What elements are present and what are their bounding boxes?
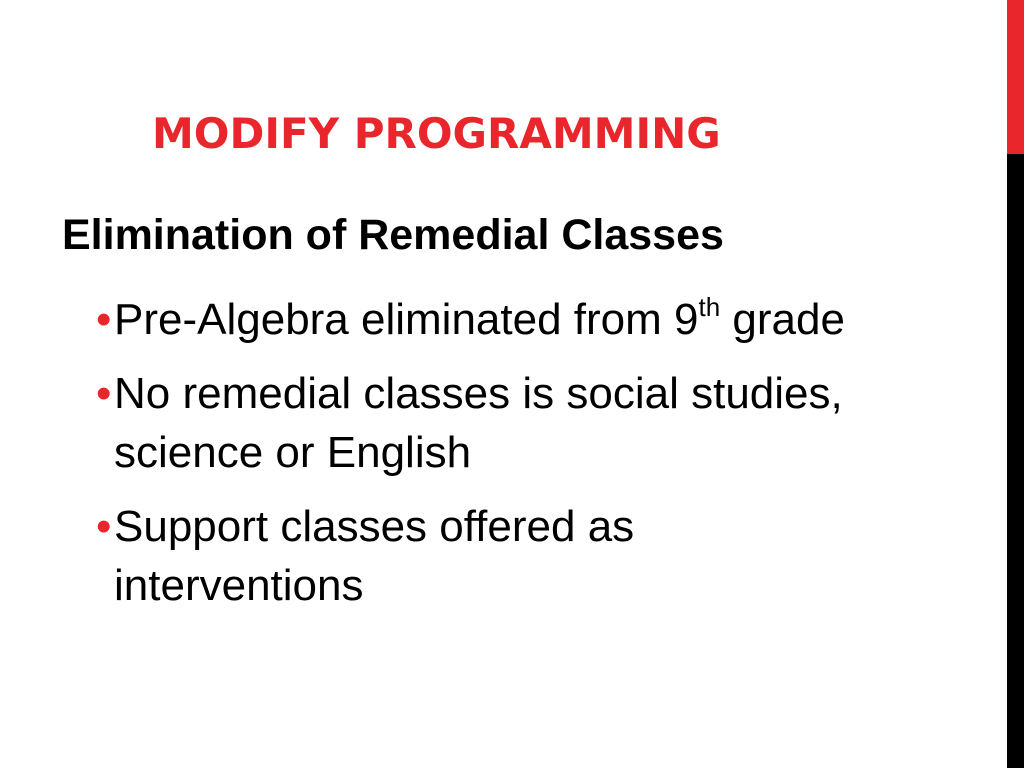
bullet-text: Pre-Algebra eliminated from 9 xyxy=(114,295,699,344)
bullet-item-support-classes xyxy=(90,497,850,615)
bullet-text-continued: grade xyxy=(720,295,845,344)
slide-subtitle: Elimination of Remedial Classes xyxy=(62,211,724,259)
side-bar-accent-red xyxy=(1007,0,1024,154)
bullet-text: Support classes offered as interventions xyxy=(114,502,635,610)
bullet-icon: • xyxy=(96,502,112,551)
bullet-text: No remedial classes is social studies, science or English xyxy=(114,369,843,477)
bullet-icon: • xyxy=(96,295,112,344)
bullet-icon: • xyxy=(96,369,112,418)
bullet-superscript: th xyxy=(698,292,721,322)
side-bar-accent-black xyxy=(1007,154,1024,768)
bullet-item-pre-algebra xyxy=(90,290,850,349)
bullet-item-no-remedial xyxy=(90,364,850,482)
slide-title: MODIFY PROGRAMMING xyxy=(152,109,721,158)
bullet-list xyxy=(90,290,850,630)
